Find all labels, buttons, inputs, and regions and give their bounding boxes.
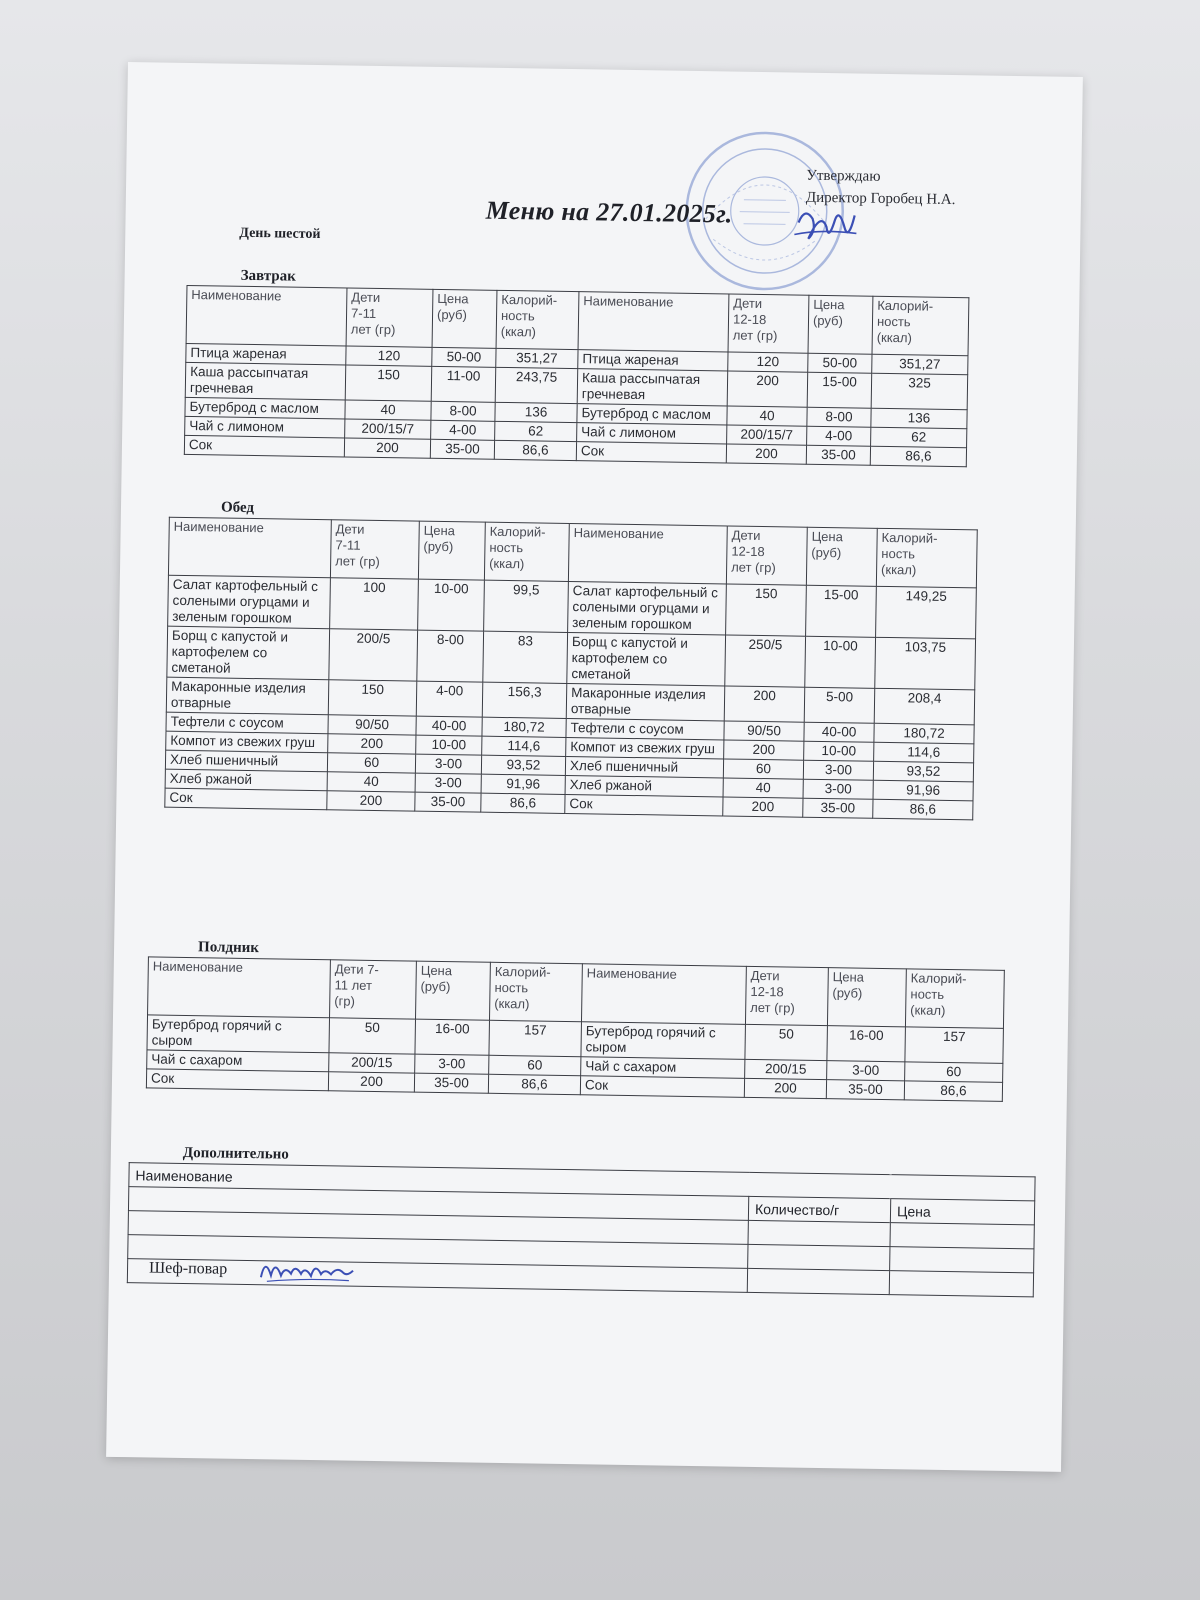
value-cell: 83 [483, 631, 568, 683]
dish-name-cell: Сок [565, 794, 723, 815]
value-cell: 325 [871, 373, 968, 410]
value-cell: 200/5 [329, 629, 418, 681]
value-cell: 50 [329, 1018, 416, 1054]
header-price: Цена (руб) [806, 527, 877, 586]
header-price: Цена (руб) [827, 968, 906, 1027]
menu-sheet [106, 62, 1083, 1472]
header-price: Цена (руб) [808, 295, 873, 354]
value-cell: 11-00 [431, 366, 496, 402]
value-cell: 86,6 [904, 1081, 1002, 1102]
value-cell: 40 [723, 778, 803, 798]
value-cell: 3-00 [803, 779, 873, 799]
value-cell: 60 [723, 759, 803, 779]
header-price: Цена (руб) [416, 961, 491, 1020]
value-cell: 200 [727, 371, 808, 407]
value-cell: 100 [330, 578, 419, 630]
header-price: Цена (руб) [418, 521, 485, 580]
dish-name-cell: Борщ с капустой и картофелем со сметаной [167, 626, 330, 680]
dish-name-cell: Хлеб пшеничный [565, 756, 723, 777]
value-cell: 4-00 [416, 681, 483, 717]
value-cell: 180,72 [482, 717, 566, 737]
value-cell: 200/15 [745, 1059, 827, 1079]
value-cell: 250/5 [725, 635, 806, 687]
dish-name-cell: Компот из свежих груш [166, 731, 328, 753]
breakfast-table [184, 285, 970, 467]
value-cell: 5-00 [804, 687, 875, 723]
value-cell: 86,6 [494, 440, 576, 460]
value-cell: 10-00 [804, 741, 874, 761]
value-cell: 15-00 [806, 585, 877, 637]
dish-name-cell: Салат картофельный с солеными огурцами и зеленым горошком [168, 575, 331, 629]
dish-name-cell: Макаронные изделия отварные [566, 683, 725, 720]
header-kids-12-18: Дети 12-18 лет (гр) [726, 526, 807, 585]
value-cell: 149,25 [876, 586, 977, 639]
dish-name-cell: Сок [576, 442, 726, 463]
dish-name-cell: Тефтели с соусом [566, 718, 724, 739]
value-cell: 150 [345, 365, 432, 401]
extra-header-name: Наименование [129, 1163, 1035, 1201]
value-cell: 200/15 [329, 1053, 415, 1073]
dish-name-cell: Чай с сахаром [581, 1057, 745, 1079]
value-cell: 86,6 [481, 793, 565, 813]
value-cell: 91,96 [481, 774, 565, 794]
breakfast-rows [184, 343, 968, 466]
header-kcal: Калорий- ность (ккал) [484, 522, 569, 581]
header-kids-7-11: Дети 7-11 лет (гр) [346, 288, 433, 347]
dish-name-cell: Чай с лимоном [185, 416, 345, 438]
value-cell: 200/15/7 [345, 419, 431, 439]
dish-name-cell: Тефтели с соусом [166, 712, 328, 734]
header-kcal: Калорий- ность (ккал) [905, 969, 1004, 1029]
value-cell: 120 [346, 346, 432, 366]
value-cell: 35-00 [415, 792, 481, 812]
dish-name-cell: Бутерброд горячий с сыром [147, 1015, 330, 1053]
value-cell: 35-00 [806, 445, 870, 465]
dish-name-cell: Бутерброд с маслом [185, 397, 345, 419]
header-name: Наименование [578, 292, 729, 352]
dish-name-cell: Бутерброд горячий с сыром [581, 1022, 746, 1060]
header-name: Наименование [581, 964, 746, 1025]
value-cell: 243,75 [495, 367, 578, 403]
value-cell: 180,72 [874, 723, 974, 744]
value-cell: 4-00 [431, 420, 495, 440]
value-cell: 120 [728, 352, 808, 372]
value-cell: 35-00 [414, 1073, 488, 1093]
value-cell: 16-00 [827, 1026, 906, 1062]
header-kcal: Калорий- ность (ккал) [876, 528, 977, 588]
header-kcal: Калорий- ность (ккал) [496, 290, 579, 349]
value-cell: 200 [724, 740, 804, 760]
value-cell: 114,6 [874, 742, 974, 763]
value-cell: 50 [745, 1024, 828, 1060]
header-kids-7-11: Дети 7- 11 лет (гр) [330, 960, 417, 1019]
value-cell: 351,27 [872, 354, 968, 375]
value-cell: 35-00 [826, 1080, 904, 1100]
value-cell: 40-00 [804, 722, 874, 742]
value-cell: 15-00 [807, 372, 872, 408]
value-cell: 8-00 [807, 407, 871, 427]
value-cell: 8-00 [431, 401, 495, 421]
value-cell: 200 [724, 686, 805, 722]
header-name: Наименование [148, 957, 331, 1018]
header-name: Наименование [168, 517, 331, 578]
value-cell: 8-00 [417, 630, 484, 682]
value-cell: 99,5 [484, 580, 569, 632]
snack-heading: Полдник [197, 939, 260, 957]
extra-heading: Дополнительно [182, 1144, 289, 1163]
value-cell: 10-00 [418, 579, 485, 631]
header-kids-7-11: Дети 7-11 лет (гр) [330, 520, 419, 579]
extra-cell [748, 1220, 890, 1246]
value-cell: 90/50 [328, 715, 416, 735]
value-cell: 40 [327, 772, 415, 792]
value-cell: 60 [327, 753, 415, 773]
lunch-heading: Обед [220, 499, 255, 517]
extra-header-price: Цена [890, 1199, 1034, 1225]
value-cell: 157 [905, 1027, 1004, 1064]
header-kids-12-18: Дети 12-18 лет (гр) [728, 294, 809, 353]
header-name: Наименование [186, 285, 347, 346]
value-cell: 3-00 [827, 1061, 905, 1081]
value-cell: 50-00 [432, 347, 496, 367]
value-cell: 4-00 [807, 426, 871, 446]
value-cell: 3-00 [415, 773, 481, 793]
header-kcal: Калорий- ность (ккал) [872, 296, 969, 356]
extra-cell [890, 1223, 1034, 1249]
value-cell: 60 [489, 1055, 581, 1075]
extra-header-qty: Количество/г [748, 1196, 890, 1222]
value-cell: 93,52 [481, 755, 565, 775]
dish-name-cell: Хлеб ржаной [565, 775, 723, 796]
value-cell: 86,6 [873, 799, 973, 820]
value-cell: 200/15/7 [727, 425, 807, 445]
dish-name-cell: Сок [580, 1076, 744, 1098]
lunch-table [164, 517, 977, 821]
dish-name-cell: Сок [184, 435, 344, 457]
dish-name-cell: Каша рассыпчатая гречневая [185, 362, 346, 400]
value-cell: 40-00 [416, 716, 482, 736]
dish-name-cell: Каша рассыпчатая гречневая [577, 369, 728, 406]
value-cell: 208,4 [874, 688, 975, 725]
lunch-rows [165, 575, 977, 820]
header-price: Цена (руб) [432, 289, 497, 348]
value-cell: 86,6 [488, 1074, 580, 1094]
extra-cell [889, 1271, 1033, 1297]
value-cell: 150 [726, 584, 807, 636]
value-cell: 91,96 [873, 780, 973, 801]
dish-name-cell: Салат картофельный с солеными огурцами и зеленым горошком [568, 581, 727, 634]
page-title: Меню на 27.01.2025г. [485, 195, 733, 229]
value-cell: 200 [328, 1072, 414, 1092]
value-cell: 351,27 [496, 348, 578, 368]
dish-name-cell: Хлеб пшеничный [165, 750, 327, 772]
value-cell: 10-00 [416, 735, 482, 755]
value-cell: 200 [723, 797, 803, 817]
value-cell: 62 [871, 427, 967, 448]
value-cell: 200 [744, 1078, 826, 1098]
value-cell: 136 [495, 402, 577, 422]
value-cell: 86,6 [870, 446, 966, 467]
value-cell: 35-00 [430, 439, 494, 459]
chef-signature [257, 1251, 358, 1287]
value-cell: 156,3 [482, 682, 567, 718]
snack-rows [146, 1015, 1003, 1101]
value-cell: 200 [328, 734, 416, 754]
value-cell: 62 [495, 421, 577, 441]
snack-table [146, 956, 1005, 1101]
value-cell: 40 [345, 400, 431, 420]
header-kids-12-18: Дети 12-18 лет (гр) [745, 966, 828, 1025]
dish-name-cell: Хлеб ржаной [165, 769, 327, 791]
dish-name-cell: Бутерброд с маслом [577, 404, 727, 425]
value-cell: 40 [727, 406, 807, 426]
director-signature [790, 200, 861, 251]
value-cell: 35-00 [803, 798, 873, 818]
dish-name-cell: Чай с сахаром [147, 1050, 329, 1072]
value-cell: 200 [327, 791, 415, 811]
value-cell: 3-00 [803, 760, 873, 780]
day-label: День шестой [239, 225, 321, 243]
value-cell: 3-00 [415, 1054, 489, 1074]
value-cell: 10-00 [805, 636, 876, 688]
dish-name-cell: Компот из свежих груш [566, 737, 724, 758]
value-cell: 136 [871, 408, 967, 429]
approval-line-2: Директор Горобец Н.А. [805, 189, 956, 209]
header-name: Наименование [568, 523, 727, 583]
approval-line-1: Утверждаю [806, 167, 881, 185]
breakfast-heading: Завтрак [240, 267, 296, 285]
value-cell: 103,75 [875, 637, 976, 690]
extra-cell [748, 1244, 890, 1270]
value-cell: 157 [489, 1020, 582, 1056]
value-cell: 200 [344, 438, 430, 458]
dish-name-cell: Сок [146, 1069, 328, 1091]
value-cell: 3-00 [415, 754, 481, 774]
value-cell: 16-00 [415, 1019, 490, 1055]
value-cell: 150 [328, 680, 417, 716]
dish-name-cell: Сок [165, 788, 327, 810]
dish-name-cell: Чай с лимоном [577, 423, 727, 444]
dish-name-cell: Макаронные изделия отварные [166, 677, 329, 715]
dish-name-cell: Птица жареная [186, 343, 346, 365]
value-cell: 200 [726, 444, 806, 464]
chef-label: Шеф-повар [148, 1259, 228, 1278]
dish-name-cell: Борщ с капустой и картофелем со сметаной [567, 632, 726, 685]
extra-cell [890, 1247, 1034, 1273]
value-cell: 50-00 [808, 353, 872, 373]
header-kcal: Калорий- ность (ккал) [489, 962, 582, 1021]
value-cell: 114,6 [482, 736, 566, 756]
value-cell: 90/50 [724, 721, 804, 741]
value-cell: 93,52 [873, 761, 973, 782]
dish-name-cell: Птица жареная [578, 350, 728, 371]
value-cell: 60 [905, 1062, 1003, 1083]
extra-cell [747, 1268, 889, 1294]
